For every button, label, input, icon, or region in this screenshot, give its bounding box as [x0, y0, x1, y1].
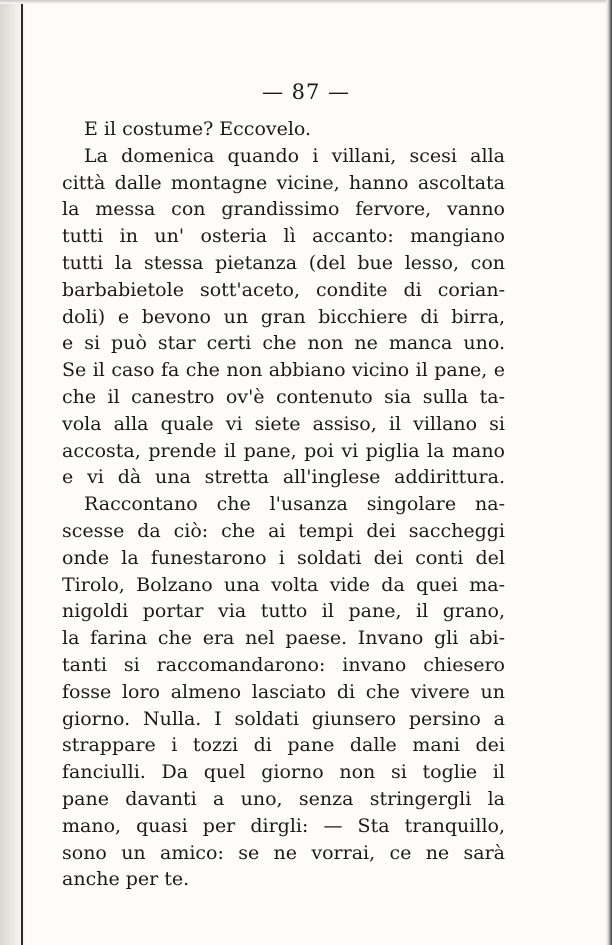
body-text: [62, 116, 505, 893]
text-line: giorno. Nulla. I soldati giunsero persino a: [62, 707, 505, 730]
text-line: doli) e bevono un gran bicchiere di birra,: [62, 305, 505, 328]
text-line: nigoldi portar via tutto il pane, il grano,: [62, 600, 505, 623]
text-line: Se il caso fa che non abbiano vicino il pane, e: [62, 359, 505, 382]
text-line: strappare i tozzi di pane dalle mani dei: [62, 734, 505, 757]
text-line: e vi dà una stretta all'inglese addirittura.: [62, 466, 505, 489]
page-top-edge: [0, 0, 612, 4]
text-line: città dalle montagne vicine, hanno ascoltata: [62, 171, 505, 194]
text-line: anche per te.: [62, 868, 190, 891]
text-line: Raccontano che l'usanza singolare na-: [84, 493, 505, 516]
text-line: tutti la stessa pietanza (del bue lesso, con: [62, 251, 505, 274]
text-line: pane davanti a uno, senza stringergli la: [62, 787, 505, 810]
text-line: La domenica quando i villani, scesi alla: [84, 144, 505, 167]
text-line: tutti in un' osteria lì accanto: mangiano: [62, 225, 505, 248]
text-line: la messa con grandissimo fervore, vanno: [62, 198, 505, 221]
text-line: vola alla quale vi siete assiso, il villano si: [62, 412, 505, 435]
text-line: mano, quasi per dirgli: — Sta tranquillo,: [62, 814, 505, 837]
text-line: onde la funestarono i soldati dei conti del: [62, 546, 505, 569]
page-right-edge: [606, 0, 612, 945]
text-line: Tirolo, Bolzano una volta vide da quei ma-: [62, 573, 505, 596]
text-line: scesse da ciò: che ai tempi dei saccheggi: [62, 519, 505, 542]
text-line: che il canestro ov'è contenuto sia sulla ta-: [62, 385, 505, 408]
text-line: fanciulli. Da quel giorno non si toglie il: [62, 761, 505, 784]
text-line: la farina che era nel paese. Invano gli abi-: [62, 627, 505, 650]
text-line: accosta, prende il pane, poi vi piglia la mano: [62, 439, 505, 462]
text-line: E il costume? Eccovelo.: [84, 118, 312, 140]
text-line: fosse loro almeno lasciato di che vivere un: [62, 680, 505, 703]
text-line: barbabietole sott'aceto, condite di corian-: [62, 278, 505, 301]
text-line: sono un amico: se ne vorrai, ce ne sarà: [62, 841, 505, 864]
page-number: — 87 —: [261, 80, 351, 104]
text-line: e si può star certi che non ne manca uno.: [62, 332, 505, 355]
binding-edge-line: [21, 0, 23, 945]
text-line: tanti si raccomandarono: invano chiesero: [62, 653, 505, 676]
